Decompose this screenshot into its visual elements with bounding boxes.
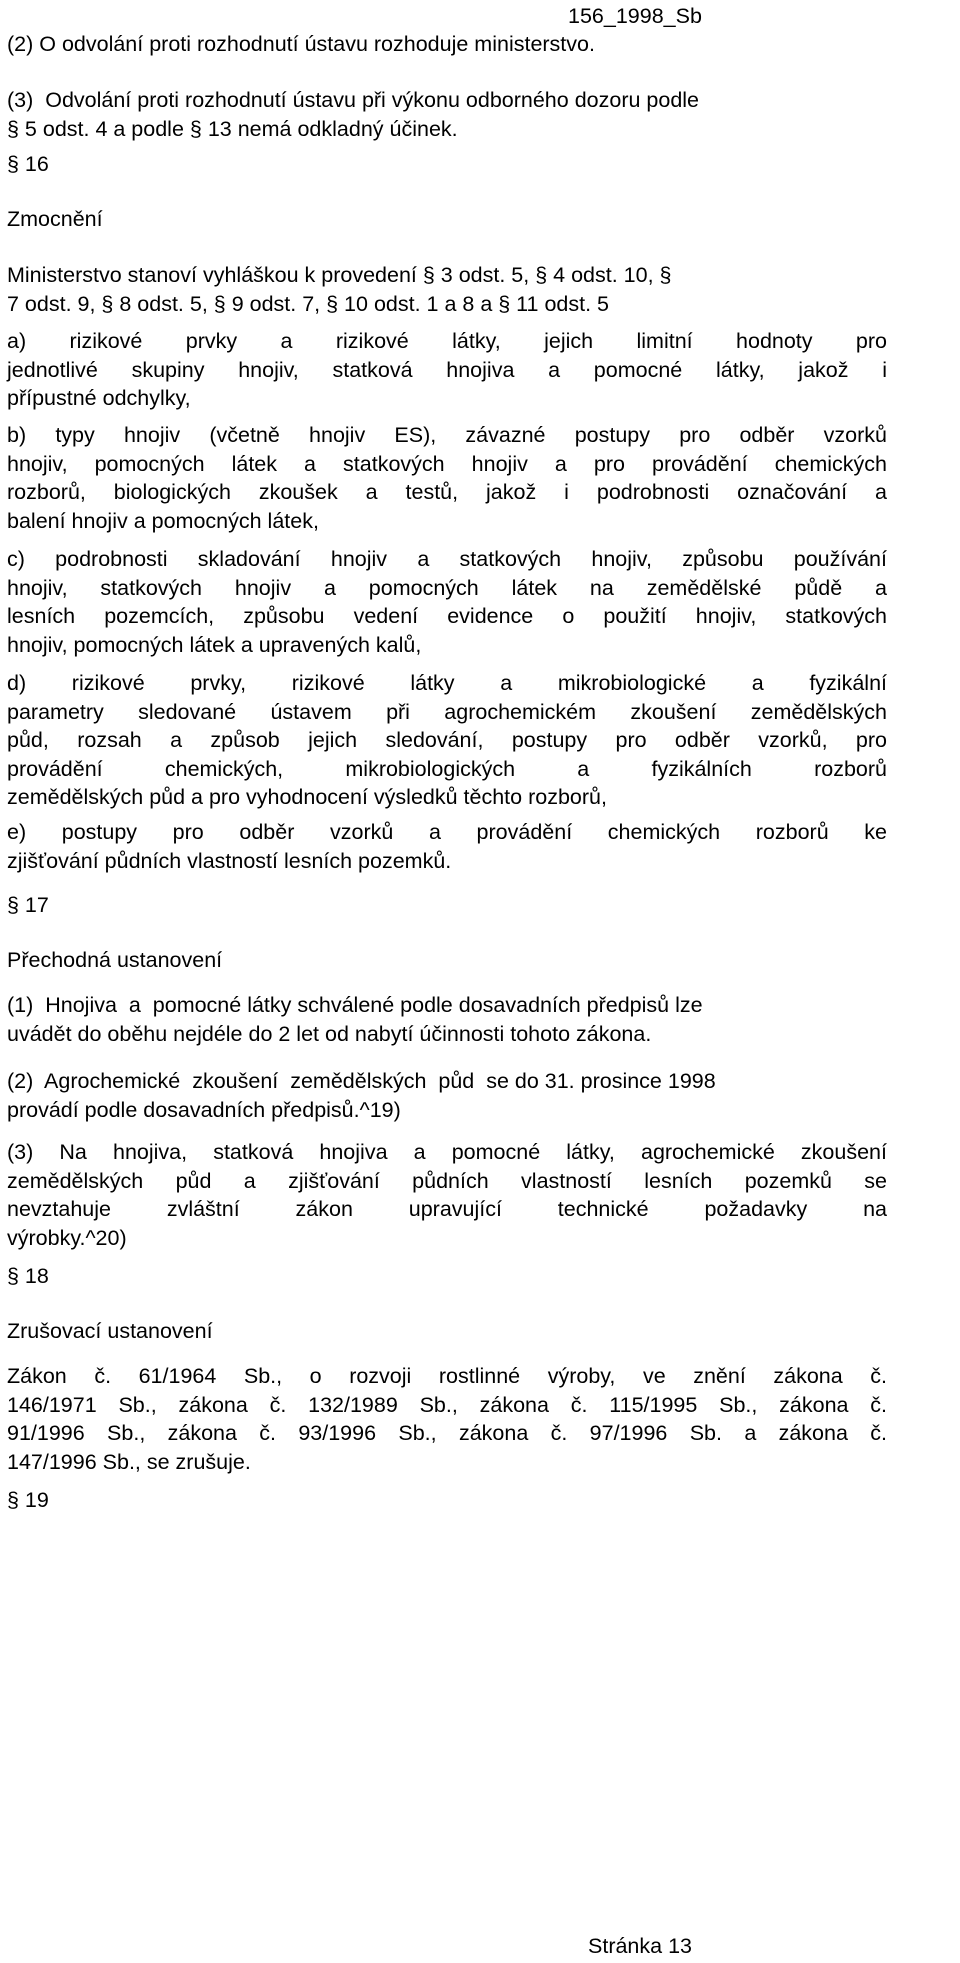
text-line: (1) Hnojiva a pomocné látky schválené podle dosavadních předpisů lze (7, 993, 703, 1017)
document-id: 156_1998_Sb (568, 4, 702, 28)
text-line: § 19 (7, 1488, 49, 1512)
paragraph-p15-3 (7, 86, 887, 143)
paragraph-s17-2 (7, 1067, 887, 1124)
paragraph-s16-c (7, 545, 887, 659)
paragraph-s17-3 (7, 1138, 887, 1252)
text-line: b) typy hnojiv (včetně hnojiv ES), závazné postupy pro odběr vzorků (7, 423, 887, 447)
text-line: § 17 (7, 893, 49, 917)
text-line: hnojiv, pomocných látek a statkových hnojiv a pro provádění chemických (7, 451, 887, 476)
text-line: hnojiv, pomocných látek a upravených kalů, (7, 632, 422, 657)
paragraph-s16-e (7, 818, 887, 875)
text-line: hnojiv, statkových hnojiv a pomocných látek na zemědělské půdě a (7, 575, 887, 600)
paragraph-s18-text (7, 1362, 887, 1476)
text-line: 7 odst. 9, § 8 odst. 5, § 9 odst. 7, § 10 odst. 1 a 8 a § 11 odst. 5 (7, 291, 610, 316)
text-line: zemědělských půd a zjišťování půdních vlastností lesních pozemků se (7, 1168, 887, 1193)
text-line: Zmocnění (7, 207, 103, 231)
text-line: uvádět do oběhu nejdéle do 2 let od nabytí účinnosti tohoto zákona. (7, 1021, 652, 1046)
section-heading-s17 (7, 891, 887, 920)
paragraph-s16-d (7, 669, 887, 812)
text-line: d) rizikové prvky, rizikové látky a mikrobiologické a fyzikální (7, 671, 887, 695)
text-line: jednotlivé skupiny hnojiv, statková hnojiva a pomocné látky, jakož i (7, 357, 887, 382)
text-line: (2) Agrochemické zkoušení zemědělských půd se do 31. prosince 1998 (7, 1069, 716, 1093)
paragraph-s17-1 (7, 991, 887, 1048)
text-line: 91/1996 Sb., zákona č. 93/1996 Sb., zákona č. 97/1996 Sb. a zákona č. (7, 1421, 887, 1445)
section-title-s17-title (7, 946, 887, 975)
text-line: půd, rozsah a způsob jejich sledování, postupy pro odběr vzorků, pro (7, 728, 887, 752)
page-number: Stránka 13 (588, 1934, 692, 1958)
text-line: provádění chemických, mikrobiologických a fyzikálních rozborů (7, 756, 887, 781)
text-line: Zákon č. 61/1964 Sb., o rozvoji rostlinné výroby, ve znění zákona č. (7, 1364, 887, 1388)
text-line: výrobky.^20) (7, 1225, 127, 1250)
paragraph-s16-intro (7, 261, 887, 318)
text-line: 146/1971 Sb., zákona č. 132/1989 Sb., zákona č. 115/1995 Sb., zákona č. (7, 1392, 887, 1417)
text-line: 147/1996 Sb., se zrušuje. (7, 1449, 251, 1474)
text-line: lesních pozemcích, způsobu vedení evidence o použití hnojiv, statkových (7, 604, 887, 628)
text-line: (2) O odvolání proti rozhodnutí ústavu rozhoduje ministerstvo. (7, 32, 595, 56)
text-line: rozborů, biologických zkoušek a testů, jakož i podrobnosti označování a (7, 480, 887, 504)
paragraph-s16-a (7, 327, 887, 413)
section-heading-s16 (7, 150, 887, 179)
paragraph-p15-2 (7, 30, 887, 59)
text-line: (3) Na hnojiva, statková hnojiva a pomocné látky, agrochemické zkoušení (7, 1140, 887, 1164)
text-line: zjišťování půdních vlastností lesních pozemků. (7, 848, 452, 873)
text-line: § 18 (7, 1264, 49, 1288)
text-line: Ministerstvo stanoví vyhláškou k provedení § 3 odst. 5, § 4 odst. 10, § (7, 263, 672, 287)
section-heading-s18 (7, 1262, 887, 1291)
text-line: přípustné odchylky, (7, 386, 191, 410)
paragraph-s16-b (7, 421, 887, 535)
text-line: zemědělských půd a pro vyhodnocení výsledků těchto rozborů, (7, 785, 607, 809)
text-line: § 16 (7, 152, 49, 176)
text-line: balení hnojiv a pomocných látek, (7, 508, 319, 533)
text-line: e) postupy pro odběr vzorků a provádění chemických rozborů ke (7, 820, 887, 844)
text-line: c) podrobnosti skladování hnojiv a statkových hnojiv, způsobu používání (7, 547, 887, 571)
section-title-s16-title (7, 205, 887, 234)
text-line: parametry sledované ústavem při agrochemickém zkoušení zemědělských (7, 699, 887, 724)
text-line: § 5 odst. 4 a podle § 13 nemá odkladný účinek. (7, 116, 458, 141)
section-heading-s19 (7, 1486, 887, 1515)
section-title-s18-title (7, 1317, 887, 1346)
text-line: nevztahuje zvláštní zákon upravující technické požadavky na (7, 1197, 887, 1221)
text-line: a) rizikové prvky a rizikové látky, jejich limitní hodnoty pro (7, 329, 887, 353)
text-line: provádí podle dosavadních předpisů.^19) (7, 1097, 401, 1122)
text-line: Zrušovací ustanovení (7, 1319, 213, 1343)
text-line: (3) Odvolání proti rozhodnutí ústavu při výkonu odborného dozoru podle (7, 88, 700, 112)
text-line: Přechodná ustanovení (7, 948, 223, 972)
